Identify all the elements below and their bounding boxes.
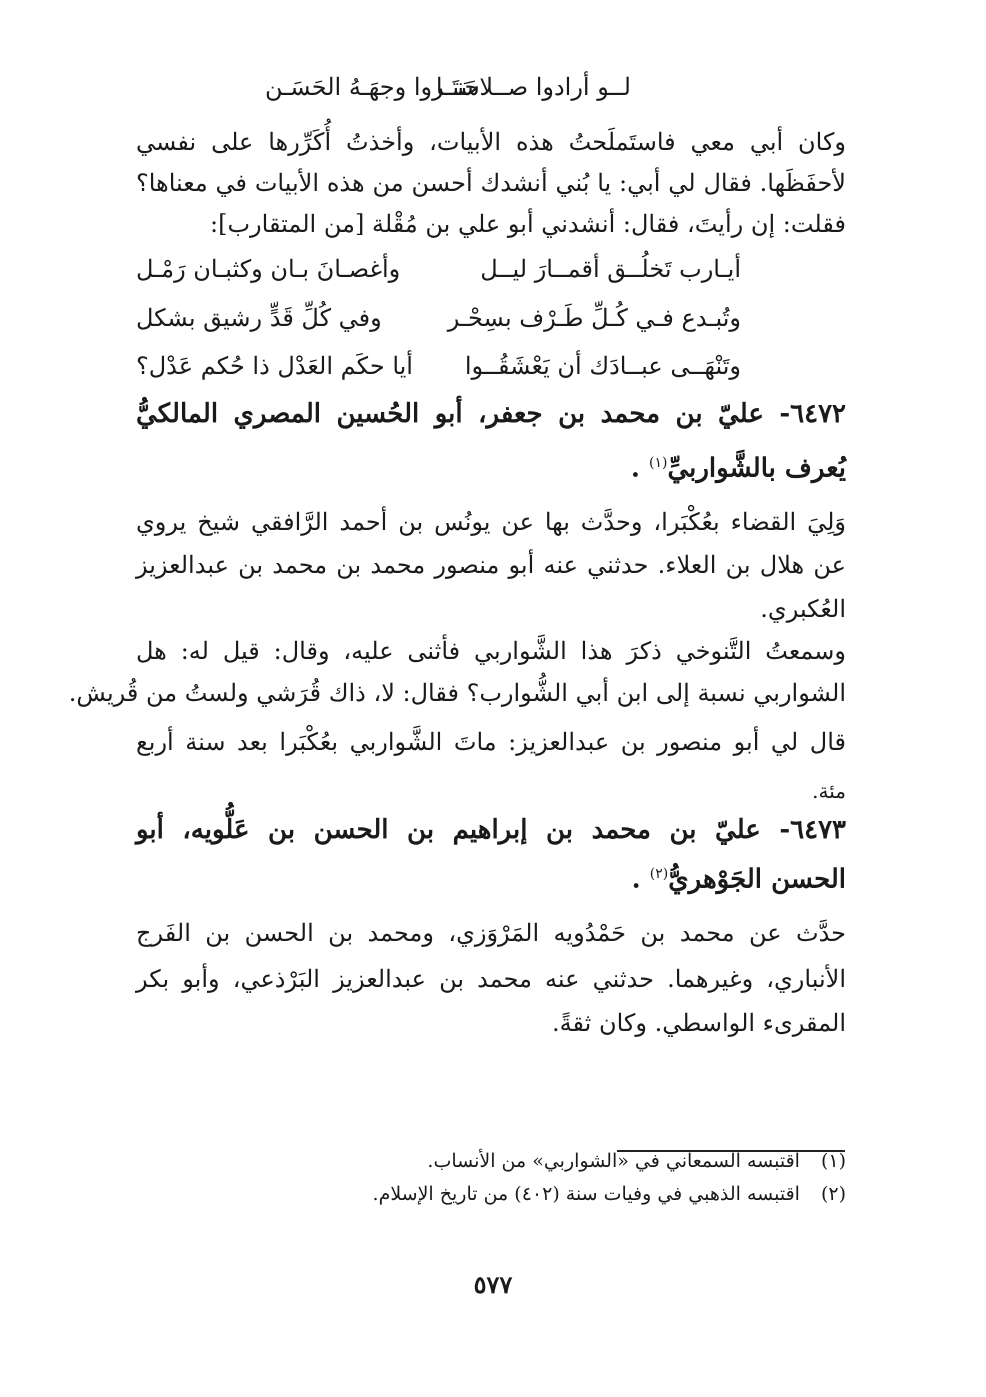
verse-hemistich-left: وفي كُلِّ قَدٍّ رشيق بشكل (136, 304, 382, 332)
entry-heading (136, 857, 846, 897)
paragraph-line: الشواربي نسبة إلى ابن أبي الشُّوارب؟ فقال: لا، ذاك قُرَشي ولستُ من قُريش. (68, 679, 846, 707)
paragraph-line: قال لي أبو منصور بن عبدالعزيز: ماتَ الشَّواربي بعُكْبَرا بعد سنة أربع (136, 728, 846, 756)
paragraph-line: العُكبري. (760, 595, 846, 623)
entry-heading (136, 446, 846, 486)
entry-heading: ٦٤٧٢- عليّ بن محمد بن جعفر، أبو الحُسين المصري المالكيُّ (136, 399, 846, 429)
footnote-number: (٢) (820, 1183, 846, 1205)
paragraph-line: عن هلال بن العلاء. حدثني عنه أبو منصور محمد بن محمد بن عبدالعزيز (136, 551, 846, 579)
verse-hemistich-left: سَتَـروا وجهَـهُ الحَسَـن (265, 73, 480, 101)
verse-hemistich-right: وتَنْهَــى عبــادَك أن يَعْشَقُــوا (464, 352, 741, 380)
entry-heading-text: يُعرف بالشَّواربيِّ (667, 453, 846, 484)
verse-hemistich-left: وأغصـانَ بـان وكثبـان رَمْـل (136, 255, 401, 283)
entry-heading: ٦٤٧٣- عليّ بن محمد بن إبراهيم بن الحسن بن عَلُّويه، أبو (136, 815, 846, 845)
footnote (427, 1150, 846, 1172)
footnote-text: اقتبسه الذهبي في وفيات سنة (٤٠٢) من تاريخ الإسلام. (372, 1183, 800, 1205)
paragraph-line: الأنباري، وغيرهما. حدثني عنه محمد بن عبدالعزيز البَرْذعي، وأبو بكر (136, 965, 846, 993)
paragraph-line: وسمعتُ التَّنوخي ذكرَ هذا الشَّواربي فأثنى عليه، وقال: قيل له: هل (136, 637, 846, 665)
verse-hemistich-right: لــو أرادوا صــلاحَنــا (435, 73, 631, 101)
footnote-marker: (١) (649, 455, 668, 471)
verse-hemistich-right: أيـارب تَخلُــق أقمــارَ ليــل (480, 255, 741, 283)
entry-heading-text: الحسن الجَوْهريُّ (668, 864, 846, 895)
paragraph-line: فقلت: إن رأيتَ، فقال: أنشدني أبو علي بن مُقْلة [من المتقارب]: (210, 210, 846, 238)
page-number: ٥٧٧ (473, 1270, 513, 1299)
paragraph-line: المقرىء الواسطي. وكان ثقةً. (552, 1009, 846, 1037)
footnote-text: اقتبسه السمعاني في «الشواربي» من الأنساب. (427, 1150, 800, 1172)
paragraph-line: لأحفَظَها. فقال لي أبي: يا بُني أنشدك أحسن من هذه الأبيات في معناها؟ (136, 169, 846, 197)
footnote (373, 1183, 846, 1205)
paragraph-line: حدَّث عن محمد بن حَمْدُويه المَرْوَزي، ومحمد بن الحسن بن الفَرج (136, 919, 846, 947)
paragraph-line: مئة. (812, 779, 846, 803)
footnote-marker: (٢) (649, 866, 669, 882)
paragraph-line: وكان أبي معي فاستَملَحتُ هذه الأبيات، وأخذتُ أُكَرِّرها على نفسي (136, 128, 847, 156)
verse-hemistich-right: وتُبـدع فـي كُـلِّ طَـرْف بسِحْـر (447, 304, 741, 332)
heading-end: . (631, 864, 641, 895)
verse-hemistich-left: أيا حكَم العَدْل ذا حُكم عَدْل؟ (136, 352, 413, 380)
heading-end: . (630, 453, 640, 484)
footnote-number: (١) (820, 1150, 846, 1172)
paragraph-line: وَلِيَ القضاء بعُكْبَرا، وحدَّث بها عن يونُس بن أحمد الرَّافقي شيخ يروي (136, 508, 846, 536)
